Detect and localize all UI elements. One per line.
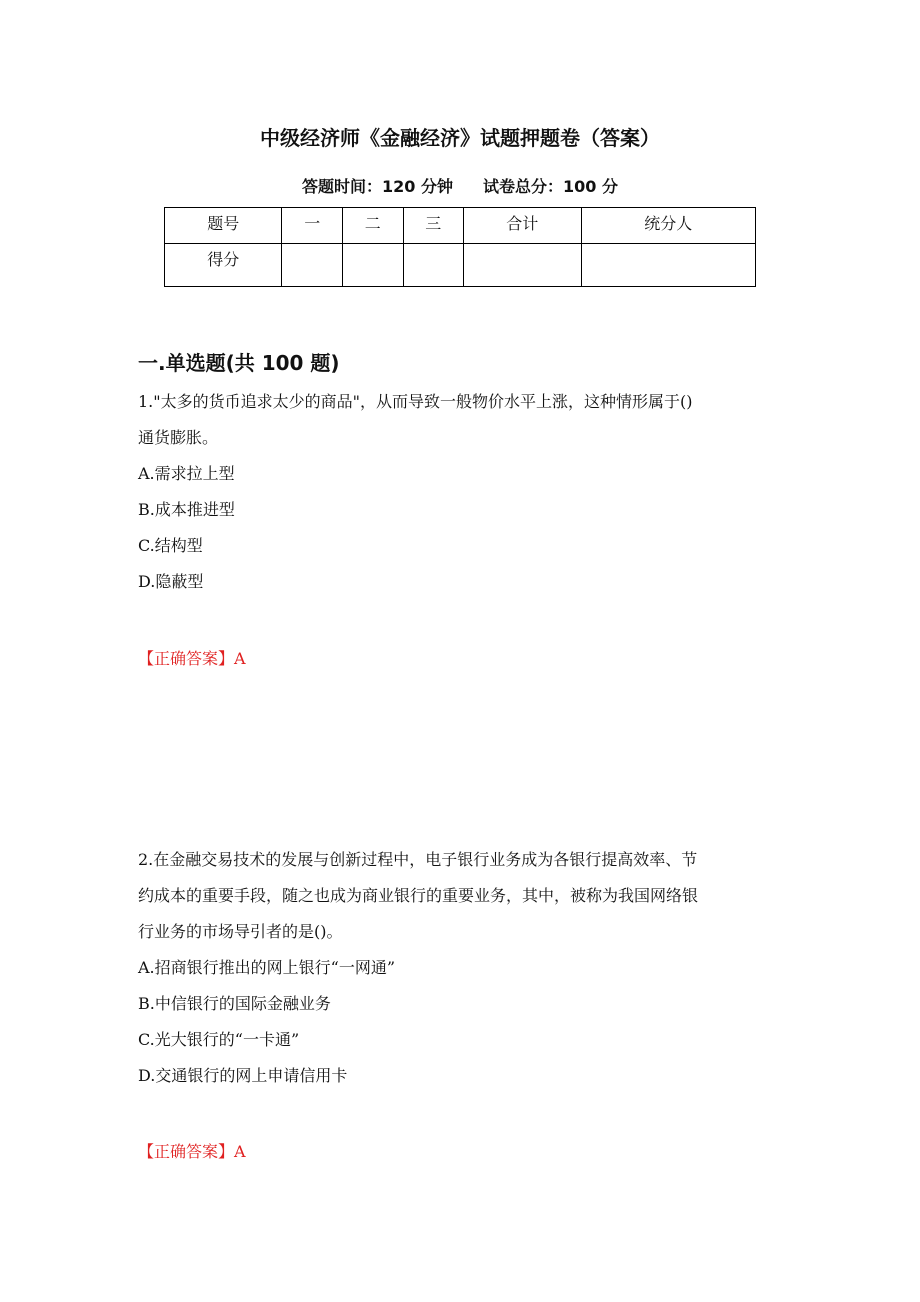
question-stem-line: 2.在金融交易技术的发展与创新过程中，电子银行业务成为各银行提高效率、节 [138,850,698,869]
option-b: B.成本推进型 [138,500,235,519]
answer-letter: A [234,649,246,668]
score-table [164,207,756,287]
score-cell [581,244,755,287]
score-table-header-cell: 统分人 [581,208,755,244]
score-cell [343,244,404,287]
exam-total-score: 试卷总分：100 分 [483,177,618,196]
answer-label: 【正确答案】 [138,649,235,668]
score-table-header-cell: 合计 [464,208,581,244]
section-heading: 一.单选题(共 100 题) [138,351,340,375]
option-b: B.中信银行的国际金融业务 [138,994,331,1013]
option-c: C.结构型 [138,536,203,555]
score-table-header-cell: 三 [403,208,464,244]
score-cell [403,244,464,287]
answer-label: 【正确答案】 [138,1142,235,1161]
option-a: A.招商银行推出的网上银行“一网通” [138,958,396,977]
exam-info [0,174,920,197]
document-title: 中级经济师《金融经济》试题押题卷（答案） [260,126,660,150]
option-c: C.光大银行的“一卡通” [138,1030,300,1049]
question-2 [138,842,798,1094]
question-stem-line: 约成本的重要手段，随之也成为商业银行的重要业务，其中，被称为我国网络银 [138,886,699,905]
option-a: A.需求拉上型 [138,464,235,483]
answer-letter: A [234,1142,246,1161]
score-table-header-cell: 题号 [165,208,282,244]
question-stem-line: 行业务的市场导引者的是()。 [138,922,343,941]
score-cell [282,244,343,287]
score-row-label: 得分 [165,244,282,287]
score-table-header-cell: 二 [343,208,404,244]
exam-time: 答题时间：120 分钟 [302,177,453,196]
score-cell [464,244,581,287]
question-1 [138,384,798,600]
question-stem-line: 1."太多的货币追求太少的商品"，从而导致一般物价水平上涨，这种情形属于() [138,392,693,411]
score-table-score-row [165,244,756,287]
score-table-header-cell: 一 [282,208,343,244]
score-table-header-row [165,208,756,244]
option-d: D.隐蔽型 [138,572,204,591]
answer-2 [138,1139,246,1162]
option-d: D.交通银行的网上申请信用卡 [138,1066,348,1085]
answer-1 [138,646,246,669]
question-stem-line: 通货膨胀。 [138,428,219,447]
